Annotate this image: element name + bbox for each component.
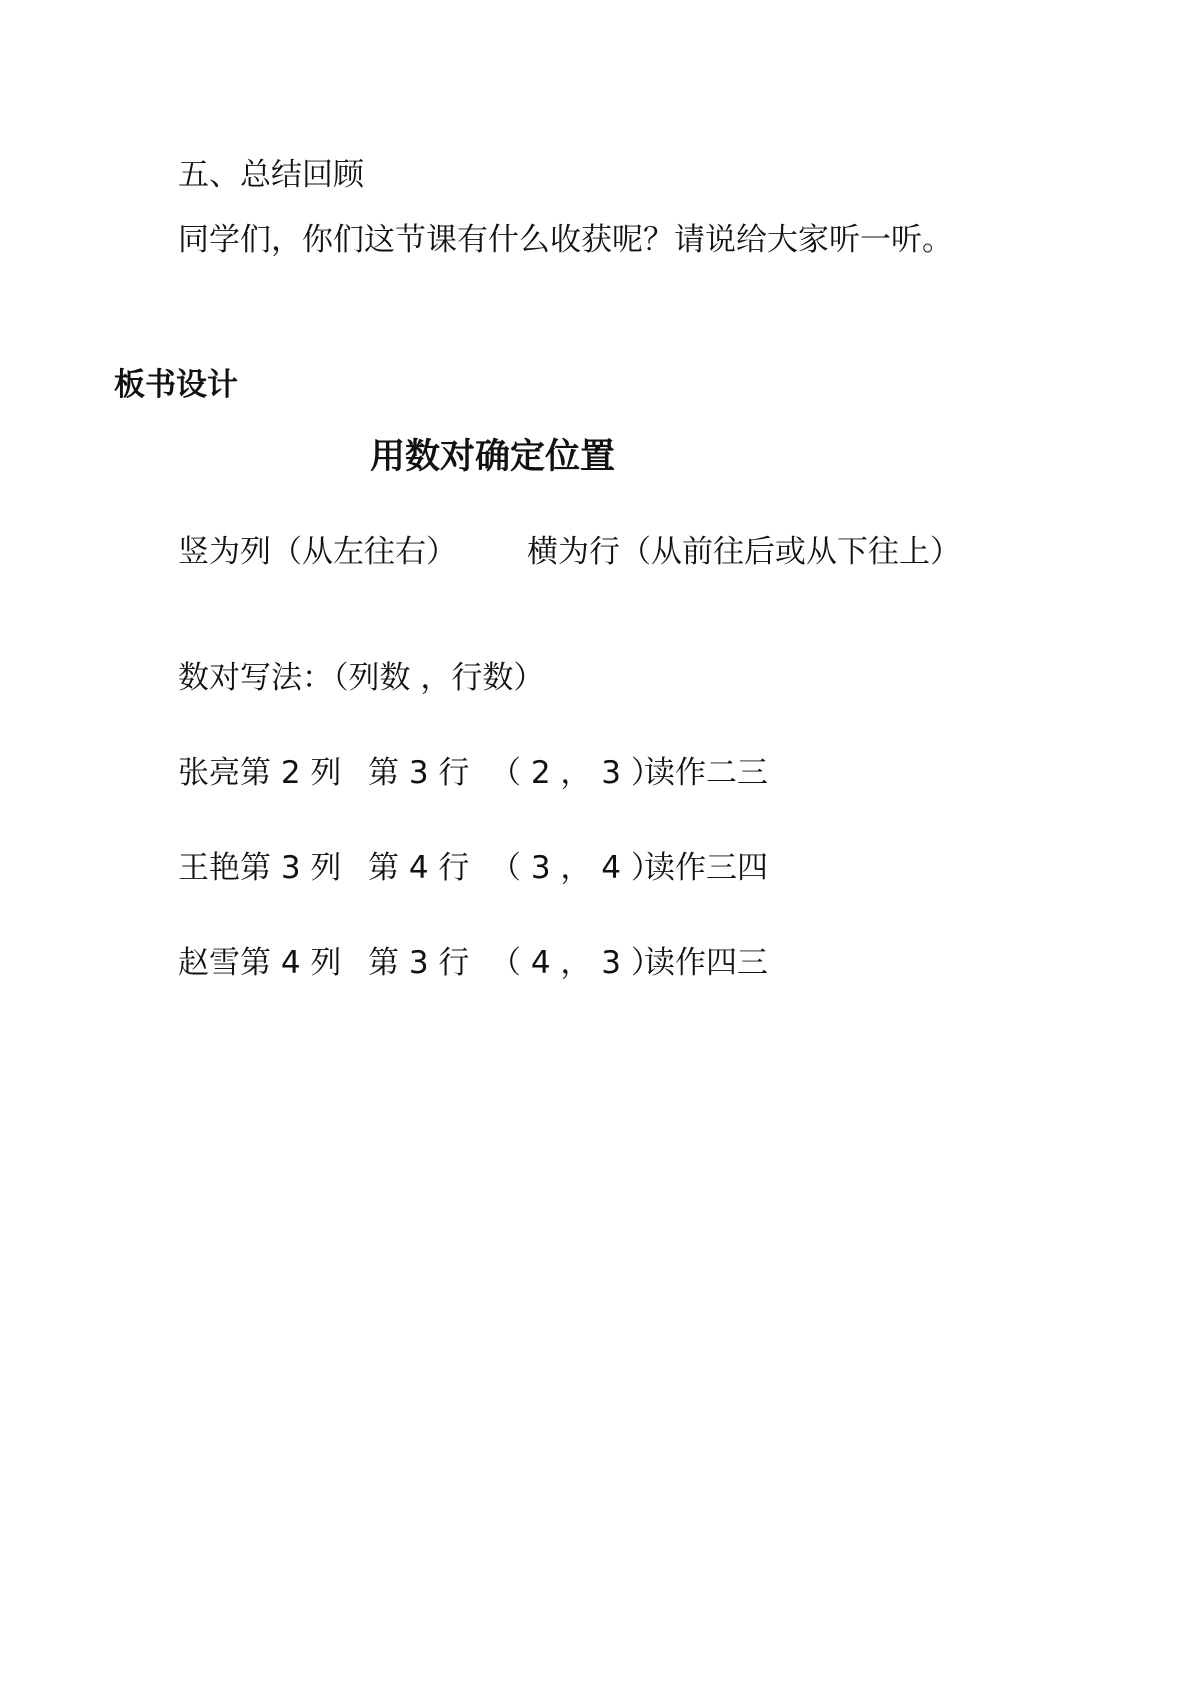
example-reading: 读作三四 [644,850,768,886]
example-row: 第 4 行 [368,850,470,886]
summary-heading: 五、总结回顾 [178,157,364,193]
example-pair: （ 2 ， 3 ） [490,755,662,791]
example-position: 赵雪第 4 列 [178,945,342,981]
example-reading: 读作二三 [644,755,768,791]
example-pair: （ 3 ， 4 ） [490,850,662,886]
example-position: 王艳第 3 列 [178,850,342,886]
example-pair: （ 4 ， 3 ） [490,945,662,981]
example-row: 第 3 行 [368,945,470,981]
example-position: 张亮第 2 列 [178,755,342,791]
notation-line: 数对写法：（列数 ，行数） [178,660,545,696]
definition-row: 横为行（从前往后或从下往上） [527,534,961,570]
summary-question: 同学们，你们这节课有什么收获呢？请说给大家听一听。 [178,222,953,258]
example-reading: 读作四三 [644,945,768,981]
definition-column: 竖为列（从左往右） [178,534,457,570]
board-design-label: 板书设计 [114,367,238,403]
example-row: 第 3 行 [368,755,470,791]
board-title: 用数对确定位置 [370,437,616,477]
